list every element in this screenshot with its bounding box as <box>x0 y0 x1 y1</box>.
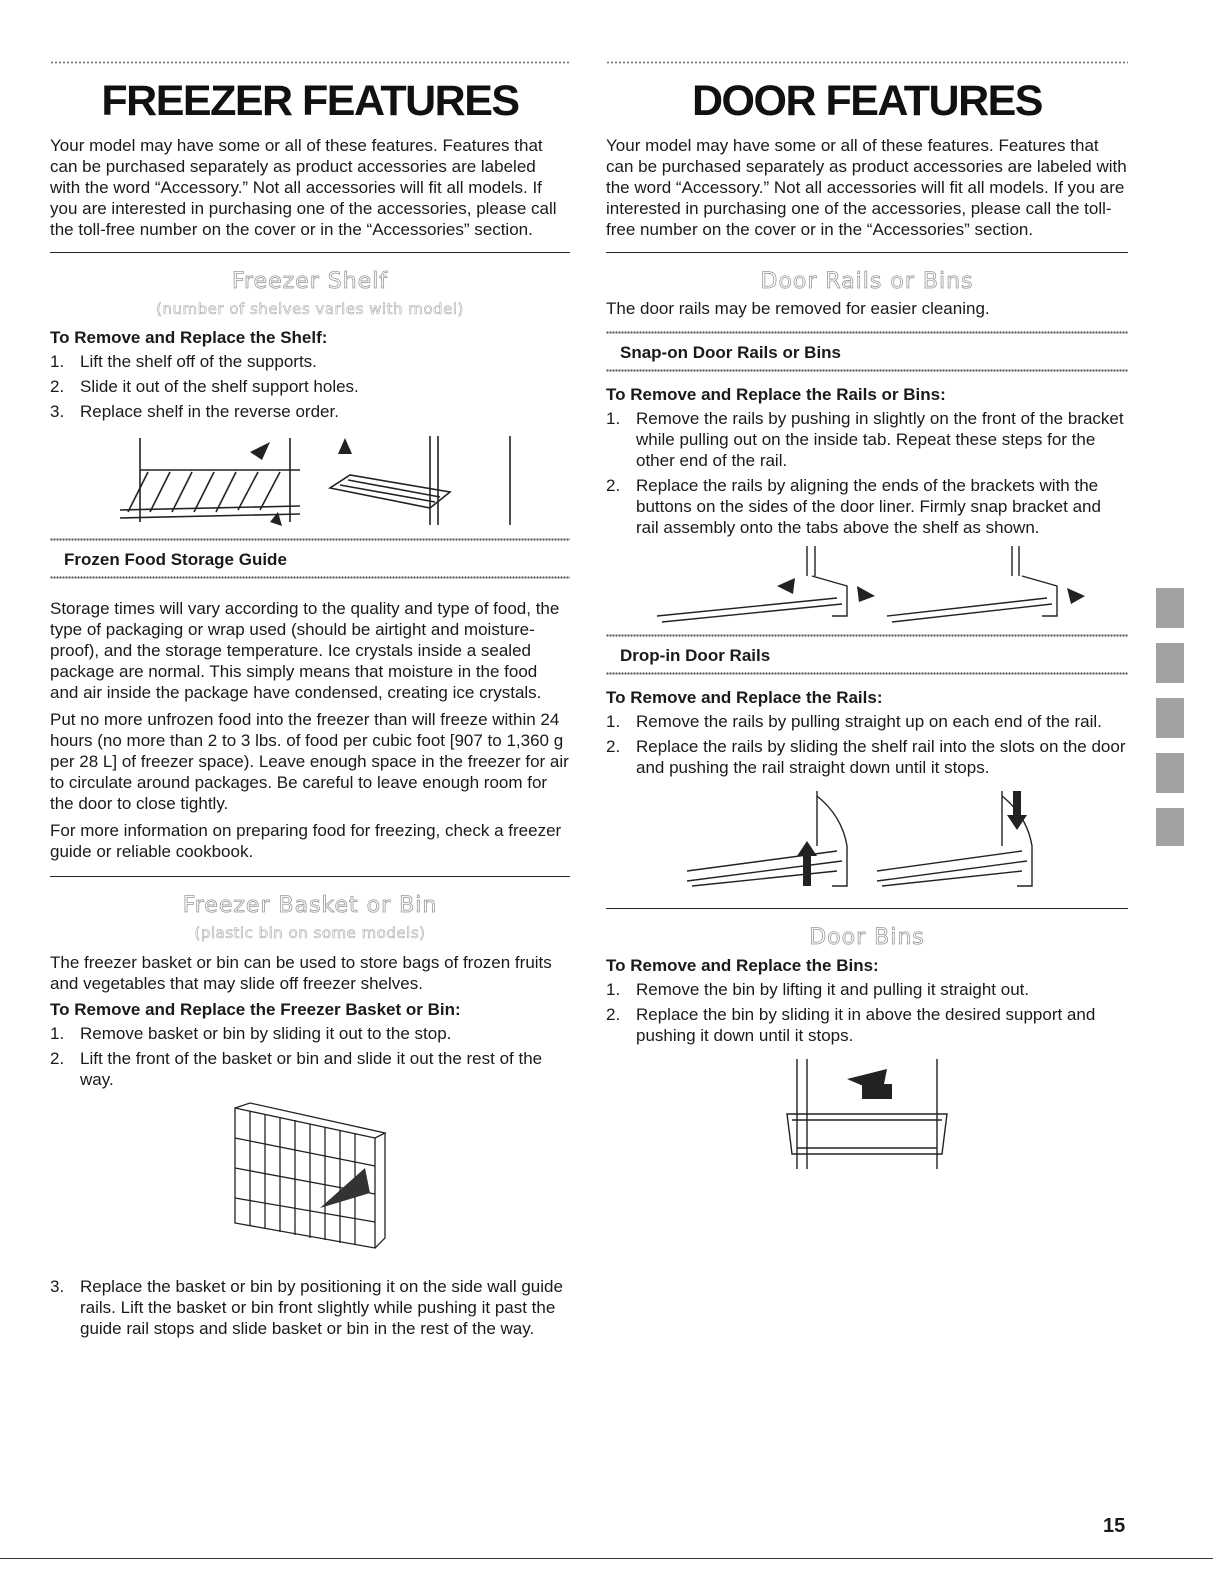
shelf-steps <box>50 351 570 422</box>
drop-in-steps <box>606 711 1128 778</box>
dotted-rule <box>50 538 570 544</box>
list-item: 1. Remove the bin by lifting it and pulling it straight out. <box>606 980 1030 999</box>
dotted-rule <box>50 576 570 582</box>
list-item: 2. Replace the rails by aligning the ends of the brackets with the buttons on the sides of the door liner. Firmly snap bracket and rail assembly onto the tabs above the shelf as shown. <box>606 476 1101 537</box>
basket-description: The freezer basket or bin can be used to store bags of frozen fruits and vegetables that may slide off freezer shelves. <box>50 953 552 993</box>
top-dotted-rule <box>50 60 570 66</box>
door-features-heading: DOOR FEATURES <box>692 77 1042 125</box>
freezer-features-column <box>50 60 570 1343</box>
storage-para-3: For more information on preparing food for freezing, check a freezer guide or reliable cookbook. <box>50 821 562 861</box>
freezer-features-heading: FREEZER FEATURES <box>101 77 519 125</box>
freezer-intro: Your model may have some or all of these features. Features that can be purchased separately as product accessories are labeled with the word “Accessory.” Not all accessories will fit all models. If you are interested in purchasing one of the accessories, please call the toll-free number on the cover or in the “Accessories” section. <box>50 136 557 239</box>
storage-para-1: Storage times will vary according to the quality and type of food, the type of packaging or wrap used (should be airtight and moisture-proof), and the storage temperature. Ice crystals inside a sealed package are normal. This simply means that moisture in the food and air inside the package have condensed, creating ice crystals. <box>50 599 560 702</box>
list-item: 1. Remove the rails by pushing in slightly on the front of the bracket while pulling out on the inside tab. Repeat these steps for the other end of the rail. <box>606 409 1124 470</box>
snap-on-title: Snap-on Door Rails or Bins <box>620 343 842 362</box>
freezer-shelf-subtitle: (number of shelves varies with model) <box>156 300 464 318</box>
dotted-rule <box>606 331 1128 337</box>
page-number: 15 <box>1103 1515 1126 1537</box>
snap-on-rail-illustration <box>647 546 1087 626</box>
list-item: 3. Replace shelf in the reverse order. <box>50 402 339 421</box>
bottom-rule <box>0 1558 1213 1559</box>
door-rails-title: Door Rails or Bins <box>760 269 974 294</box>
side-tab-marker <box>1150 588 1190 848</box>
divider <box>606 252 1128 253</box>
basket-instructions-heading: To Remove and Replace the Freezer Basket or Bin: <box>50 1000 461 1019</box>
basket-illustration <box>225 1098 395 1268</box>
door-bins-instructions-heading: To Remove and Replace the Bins: <box>606 956 879 975</box>
storage-para-2: Put no more unfrozen food into the freezer than will freeze within 24 hours (no more than 2 to 3 lbs. of food per cubic foot [907 to 1,360 g per 28 L] of freezer space). Leave enough space in the freezer for air to circulate around packages. Be careful to leave enough room for the door to close tightly. <box>50 710 569 813</box>
dotted-rule <box>606 672 1128 678</box>
door-bins-title: Door Bins <box>809 925 925 950</box>
list-item: 2. Slide it out of the shelf support holes. <box>50 377 359 396</box>
shelf-illustration <box>100 430 520 530</box>
divider <box>50 876 570 877</box>
door-bins-steps <box>606 979 1128 1046</box>
door-features-column <box>606 60 1128 1182</box>
shelf-instructions-heading: To Remove and Replace the Shelf: <box>50 328 328 347</box>
drop-in-instructions-heading: To Remove and Replace the Rails: <box>606 688 883 707</box>
top-dotted-rule <box>606 60 1128 66</box>
freezer-shelf-title: Freezer Shelf <box>231 269 389 294</box>
list-item: 3. Replace the basket or bin by positioning it on the side wall guide rails. Lift the basket or bin front slightly while pushing it past the guide rail stops and slide basket or bin in the rest of the way. <box>50 1277 563 1338</box>
list-item: 1. Lift the shelf off of the supports. <box>50 352 317 371</box>
list-item: 1. Remove basket or bin by sliding it out to the stop. <box>50 1024 452 1043</box>
divider <box>50 252 570 253</box>
dotted-rule <box>606 634 1128 640</box>
drop-in-rail-illustration <box>667 786 1067 896</box>
list-item: 1. Remove the rails by pulling straight up on each end of the rail. <box>606 712 1102 731</box>
door-rails-description: The door rails may be removed for easier cleaning. <box>606 299 990 318</box>
freezer-basket-subtitle: (plastic bin on some models) <box>194 924 426 942</box>
door-intro: Your model may have some or all of these features. Features that can be purchased separately as product accessories are labeled with the word “Accessory.” Not all accessories will fit all models. If you are interested in purchasing one of the accessories, please call the toll-free number on the cover or in the “Accessories” section. <box>606 136 1127 239</box>
list-item: 2. Lift the front of the basket or bin and slide it out the rest of the way. <box>50 1049 543 1089</box>
basket-step-3 <box>50 1276 570 1339</box>
divider <box>606 908 1128 909</box>
snap-on-instructions-heading: To Remove and Replace the Rails or Bins: <box>606 385 946 404</box>
snap-on-steps <box>606 408 1128 538</box>
freezer-basket-title: Freezer Basket or Bin <box>182 893 438 918</box>
drop-in-title: Drop-in Door Rails <box>620 646 771 665</box>
basket-steps <box>50 1023 570 1090</box>
dotted-rule <box>606 369 1128 375</box>
list-item: 2. Replace the bin by sliding it in above the desired support and pushing it down until it stops. <box>606 1005 1096 1045</box>
door-bin-illustration <box>777 1054 957 1174</box>
storage-guide-title: Frozen Food Storage Guide <box>64 550 287 569</box>
list-item: 2. Replace the rails by sliding the shelf rail into the slots on the door and pushing the rail straight down until it stops. <box>606 737 1126 777</box>
